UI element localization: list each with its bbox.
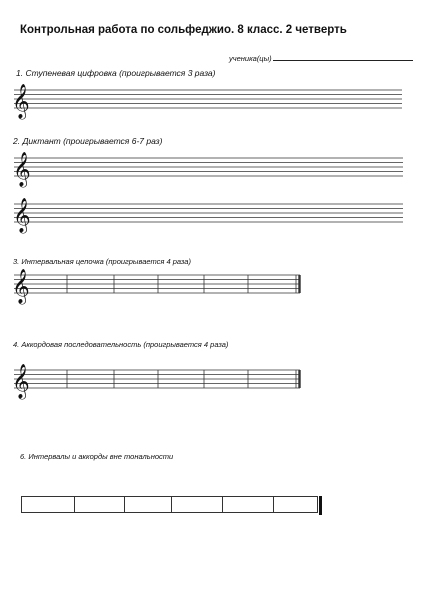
answer-box[interactable] [74,496,124,513]
answer-box[interactable] [273,496,318,513]
worksheet-title: Контрольная работа по сольфеджио. 8 класс. 2 четверть [20,24,347,36]
task-6-answer-boxes [21,496,318,513]
task-3-label: 3. Интервальная цепочка (проигрывается 4 раза) [13,257,191,266]
student-label: ученика(цы) [229,54,272,63]
task-4-staff-lines [14,370,300,388]
treble-clef-icon: 𝄞 [13,198,31,233]
task-6-final-bar [319,496,322,515]
task-4-label: 4. Аккордовая последовательность (проигрывается 4 раза) [13,340,229,349]
treble-clef-icon: 𝄞 [12,84,30,119]
treble-clef-icon: 𝄞 [12,269,30,304]
answer-box[interactable] [222,496,273,513]
answer-box[interactable] [21,496,74,513]
task-1-label: 1. Ступеневая цифровка (проигрывается 3 раза) [16,68,216,78]
answer-box[interactable] [124,496,171,513]
task-6-label: 6. Интервалы и аккорды вне тональности [20,452,174,461]
answer-box[interactable] [171,496,222,513]
treble-clef-icon: 𝄞 [13,152,31,187]
treble-clef-icon: 𝄞 [12,364,30,399]
task-2-label: 2. Диктант (проигрывается 6-7 раз) [13,136,163,146]
